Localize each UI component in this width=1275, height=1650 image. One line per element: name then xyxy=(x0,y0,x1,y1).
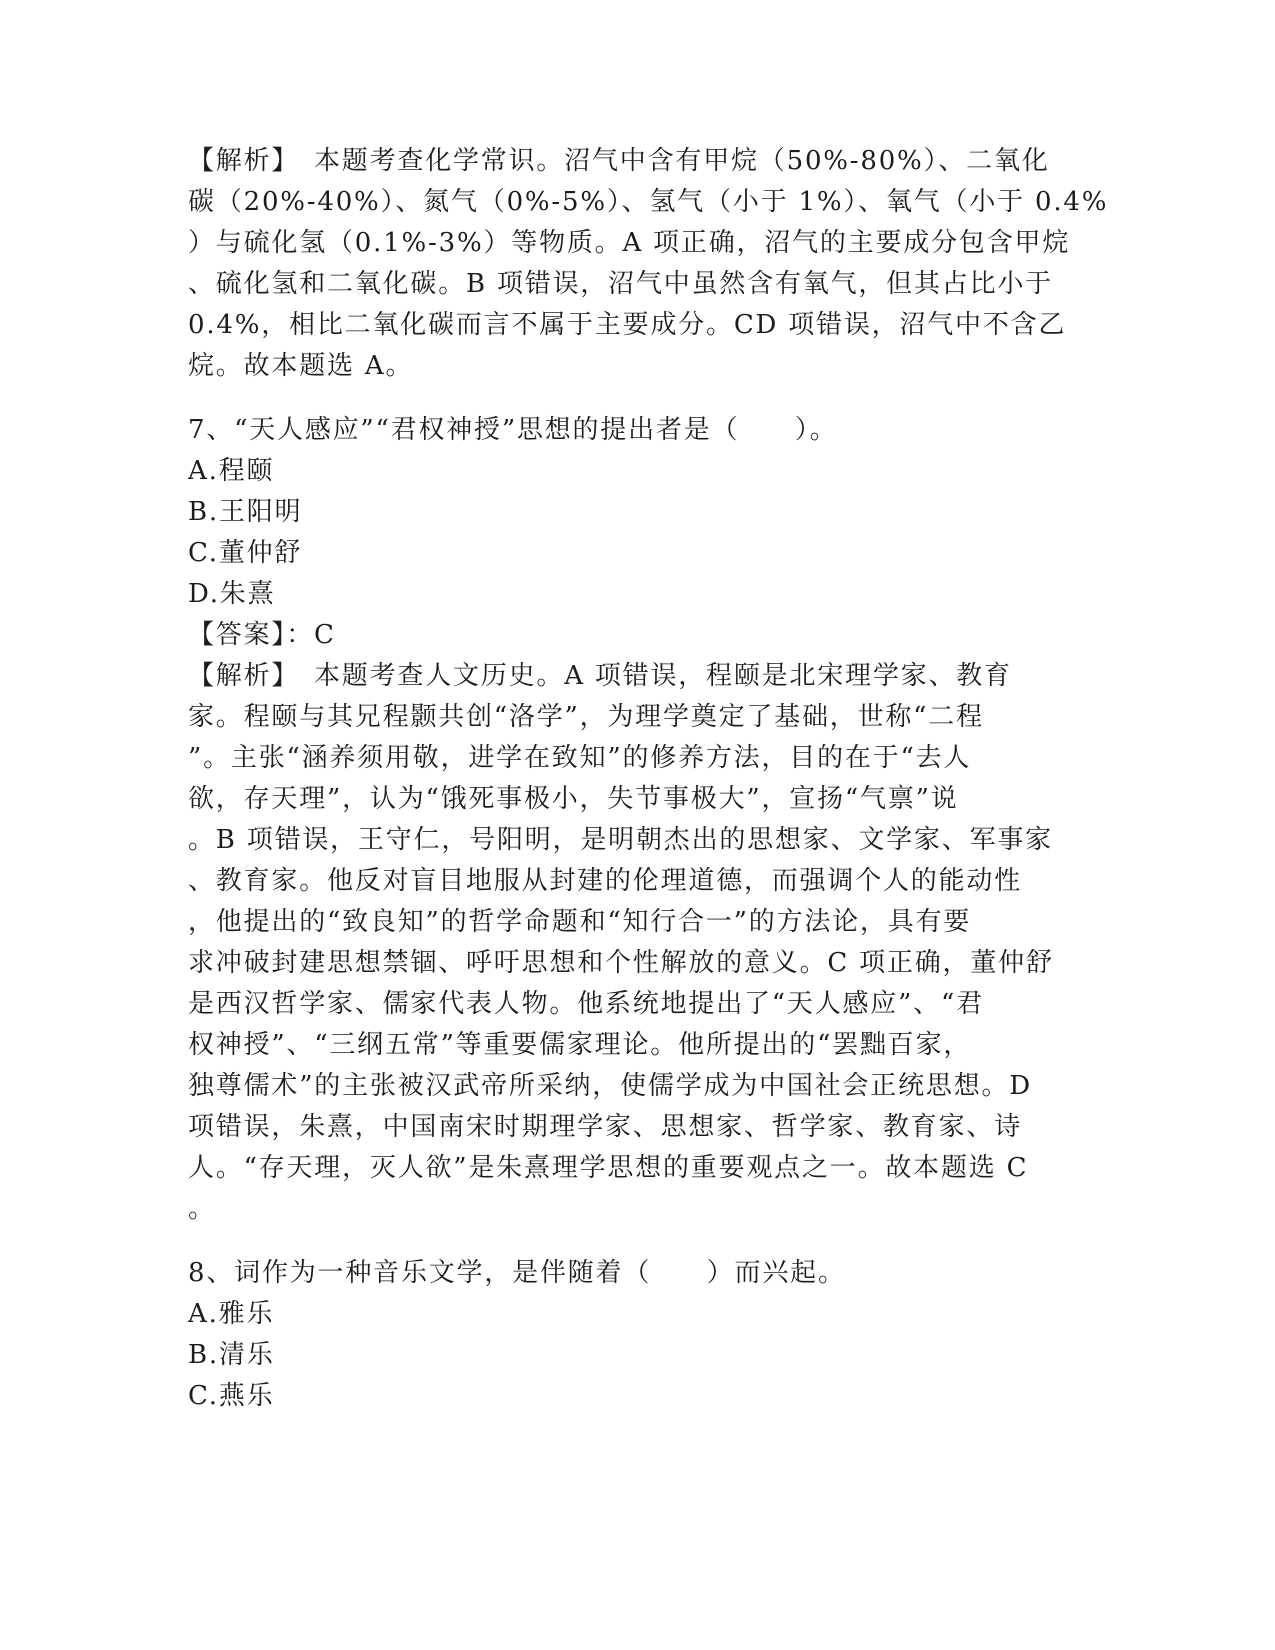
q7-analysis-line: 项错误，朱熹，中国南宋时期理学家、思想家、哲学家、教育家、诗 xyxy=(188,1112,1023,1142)
q7-analysis-line: 是西汉哲学家、儒家代表人物。他系统地提出了“天人感应”、“君 xyxy=(188,989,984,1019)
q6-analysis-line: 碳（20%-40%）、氮气（0%-5%）、氢气（小于 1%）、氧气（小于 0.4% xyxy=(188,187,1109,217)
q7-analysis-line: 权神授”、“三纲五常”等重要儒家理论。他所提出的“罢黜百家， xyxy=(188,1030,972,1060)
question-7-option-b: B.王阳明 xyxy=(188,497,303,527)
q7-analysis-line: 【解析】 本题考查人文历史。A 项错误，程颐是北宋理学家、教育 xyxy=(188,661,1012,691)
question-8-option-a: A.雅乐 xyxy=(188,1299,275,1329)
q7-analysis-line: 欲，存天理”，认为“饿死事极小，失节事极大”，宣扬“气禀”说 xyxy=(188,784,959,814)
q7-analysis-line: 。B 项错误，王守仁，号阳明，是明朝杰出的思想家、文学家、军事家 xyxy=(188,825,1053,855)
question-8-option-c: C.燕乐 xyxy=(188,1381,275,1411)
q7-analysis-line: ，他提出的“致良知”的哲学命题和“知行合一”的方法论，具有要 xyxy=(188,907,972,937)
question-8-option-b: B.清乐 xyxy=(188,1340,275,1370)
q7-analysis-line: 、教育家。他反对盲目地服从封建的伦理道德，而强调个人的能动性 xyxy=(188,866,1023,896)
question-8-stem: 8、词作为一种音乐文学，是伴随着（ ）而兴起。 xyxy=(188,1258,846,1288)
q7-analysis-line: ”。主张“涵养须用敬，进学在致知”的修养方法，目的在于“去人 xyxy=(188,743,972,773)
q7-analysis-line: 。 xyxy=(188,1194,216,1224)
q6-analysis-line: 烷。故本题选 A。 xyxy=(188,351,414,381)
question-7-option-d: D.朱熹 xyxy=(188,579,276,609)
q6-analysis-line: 、硫化氢和二氧化碳。B 项错误，沼气中虽然含有氧气，但其占比小于 xyxy=(188,269,1053,299)
question-7-stem: 7、“天人感应”“君权神授”思想的提出者是（ ）。 xyxy=(188,415,838,445)
q7-analysis-line: 求冲破封建思想禁锢、呼吁思想和个性解放的意义。C 项正确，董仲舒 xyxy=(188,948,1054,978)
question-7-option-a: A.程颐 xyxy=(188,456,275,486)
q6-analysis-line: 【解析】 本题考查化学常识。沼气中含有甲烷（50%-80%）、二氧化 xyxy=(188,146,1050,176)
q7-analysis-line: 人。“存天理，灭人欲”是朱熹理学思想的重要观点之一。故本题选 C xyxy=(188,1153,1029,1183)
q7-analysis-line: 独尊儒术”的主张被汉武帝所采纳，使儒学成为中国社会正统思想。D xyxy=(188,1071,1032,1101)
q7-analysis-line: 家。程颐与其兄程颢共创“洛学”，为理学奠定了基础，世称“二程 xyxy=(188,702,984,732)
question-7-answer: 【答案】：C xyxy=(188,620,336,650)
q6-analysis-line: ）与硫化氢（0.1%-3%）等物质。A 项正确，沼气的主要成分包含甲烷 xyxy=(188,228,1071,258)
q6-analysis-line: 0.4%，相比二氧化碳而言不属于主要成分。CD 项错误，沼气中不含乙 xyxy=(188,310,1067,340)
question-7-option-c: C.董仲舒 xyxy=(188,538,303,568)
